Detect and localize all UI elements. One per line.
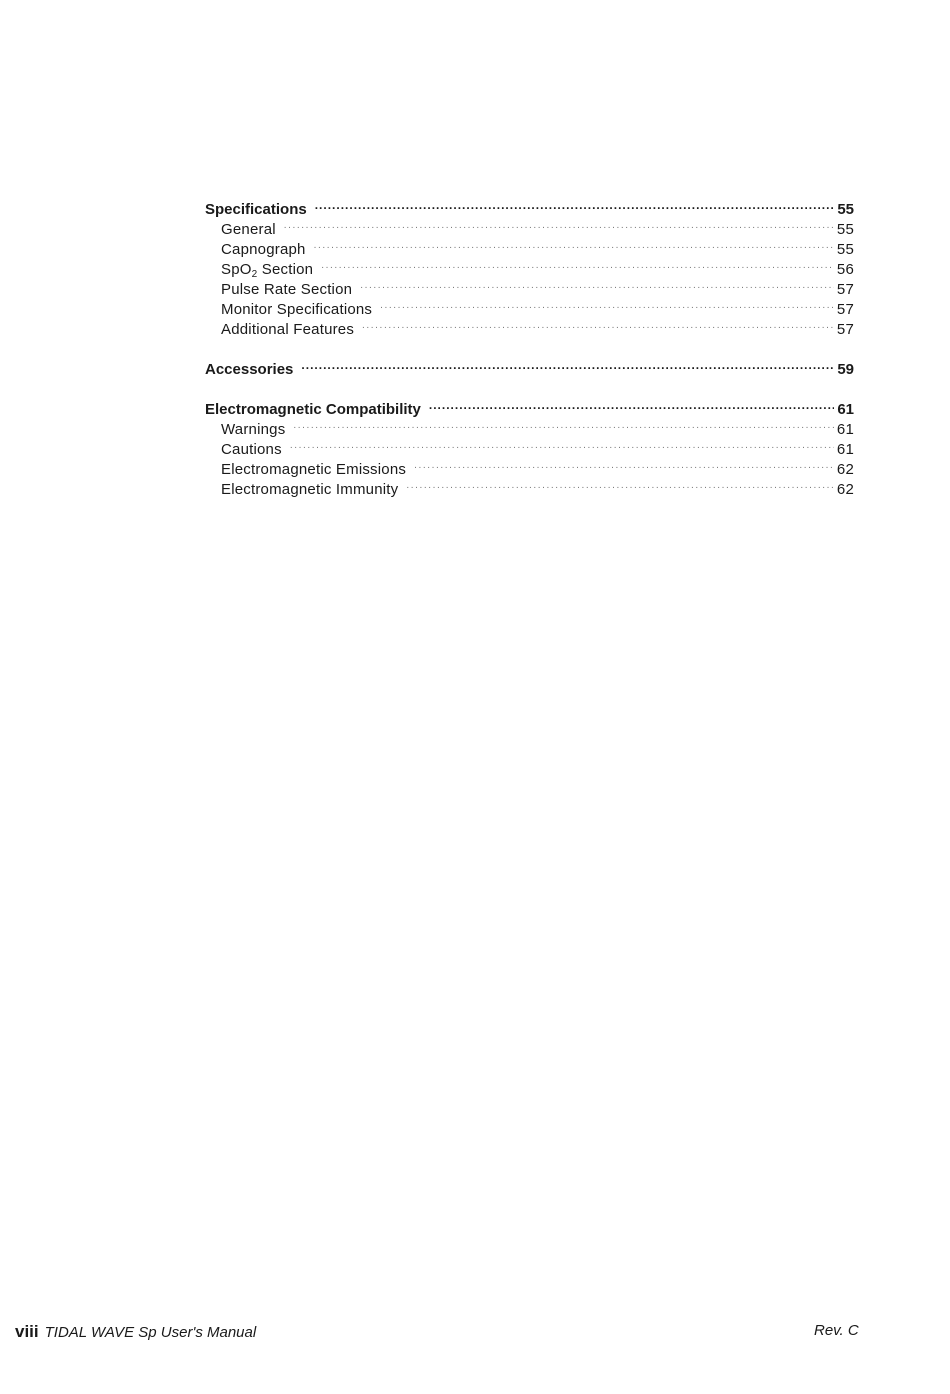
toc-entry-label: Capnograph — [221, 241, 306, 258]
toc-leader-dots — [360, 274, 834, 294]
toc-entry-label: Electromagnetic Immunity — [221, 481, 399, 498]
toc-leader-dots — [380, 294, 834, 314]
toc-section-specifications — [205, 194, 854, 338]
toc-entry[interactable] — [205, 454, 854, 478]
toc-leader-dots — [284, 214, 834, 234]
toc-heading[interactable] — [205, 194, 854, 218]
toc-entry-label-post: Section — [257, 261, 314, 278]
toc-entry[interactable] — [205, 214, 854, 238]
toc-heading-title: Specifications — [205, 201, 307, 218]
toc-heading[interactable] — [205, 394, 854, 418]
toc-page-number: 61 — [836, 421, 854, 438]
toc-leader-dots — [315, 194, 834, 214]
toc-entry[interactable] — [205, 434, 854, 458]
toc-heading-title: Accessories — [205, 361, 294, 378]
toc-entry-label: Pulse Rate Section — [221, 281, 353, 298]
toc-leader-dots — [321, 254, 834, 274]
toc-entry-label: General — [221, 221, 276, 238]
toc-leader-dots — [301, 354, 834, 374]
toc-page-number: 59 — [837, 361, 854, 378]
toc-leader-dots — [429, 394, 834, 414]
toc-leader-dots — [406, 474, 834, 494]
table-of-contents — [205, 194, 854, 514]
toc-page-number: 62 — [836, 481, 854, 498]
toc-leader-dots — [362, 314, 834, 334]
toc-page-number: 61 — [836, 441, 854, 458]
toc-page-number: 55 — [836, 221, 854, 238]
toc-leader-dots — [314, 234, 834, 254]
toc-entry-label: Warnings — [221, 421, 286, 438]
toc-leader-dots — [290, 434, 834, 454]
toc-leader-dots — [293, 414, 834, 434]
toc-page-number: 55 — [837, 201, 854, 218]
toc-page-number: 62 — [836, 461, 854, 478]
footer-page-number: viii — [15, 1322, 39, 1341]
toc-heading-title: Electromagnetic Compatibility — [205, 401, 421, 418]
toc-page-number: 61 — [837, 401, 854, 418]
toc-page-number: 57 — [836, 281, 854, 298]
toc-entry-label — [221, 260, 321, 280]
toc-entry-label: Additional Features — [221, 321, 355, 338]
toc-entry[interactable] — [205, 414, 854, 438]
toc-page-number: 55 — [836, 241, 854, 258]
footer-manual-title: TIDAL WAVE Sp User's Manual — [44, 1324, 257, 1341]
toc-entry-label: Electromagnetic Emissions — [221, 461, 407, 478]
toc-page-number: 57 — [836, 301, 854, 318]
toc-heading[interactable] — [205, 354, 854, 378]
toc-entry[interactable] — [205, 234, 854, 258]
toc-entry-label: Monitor Specifications — [221, 301, 373, 318]
toc-page-number: 57 — [836, 321, 854, 338]
toc-entry-label-subscript: 2 — [251, 269, 258, 280]
toc-leader-dots — [414, 454, 834, 474]
toc-section-electromagnetic-compatibility — [205, 394, 854, 498]
footer-revision: Rev. C — [814, 1322, 859, 1339]
toc-entry-label: Cautions — [221, 441, 282, 458]
toc-section-accessories — [205, 354, 854, 378]
page-footer-left — [15, 1322, 256, 1342]
toc-page-number: 56 — [836, 261, 854, 278]
toc-entry-label-pre: SpO — [221, 261, 252, 278]
